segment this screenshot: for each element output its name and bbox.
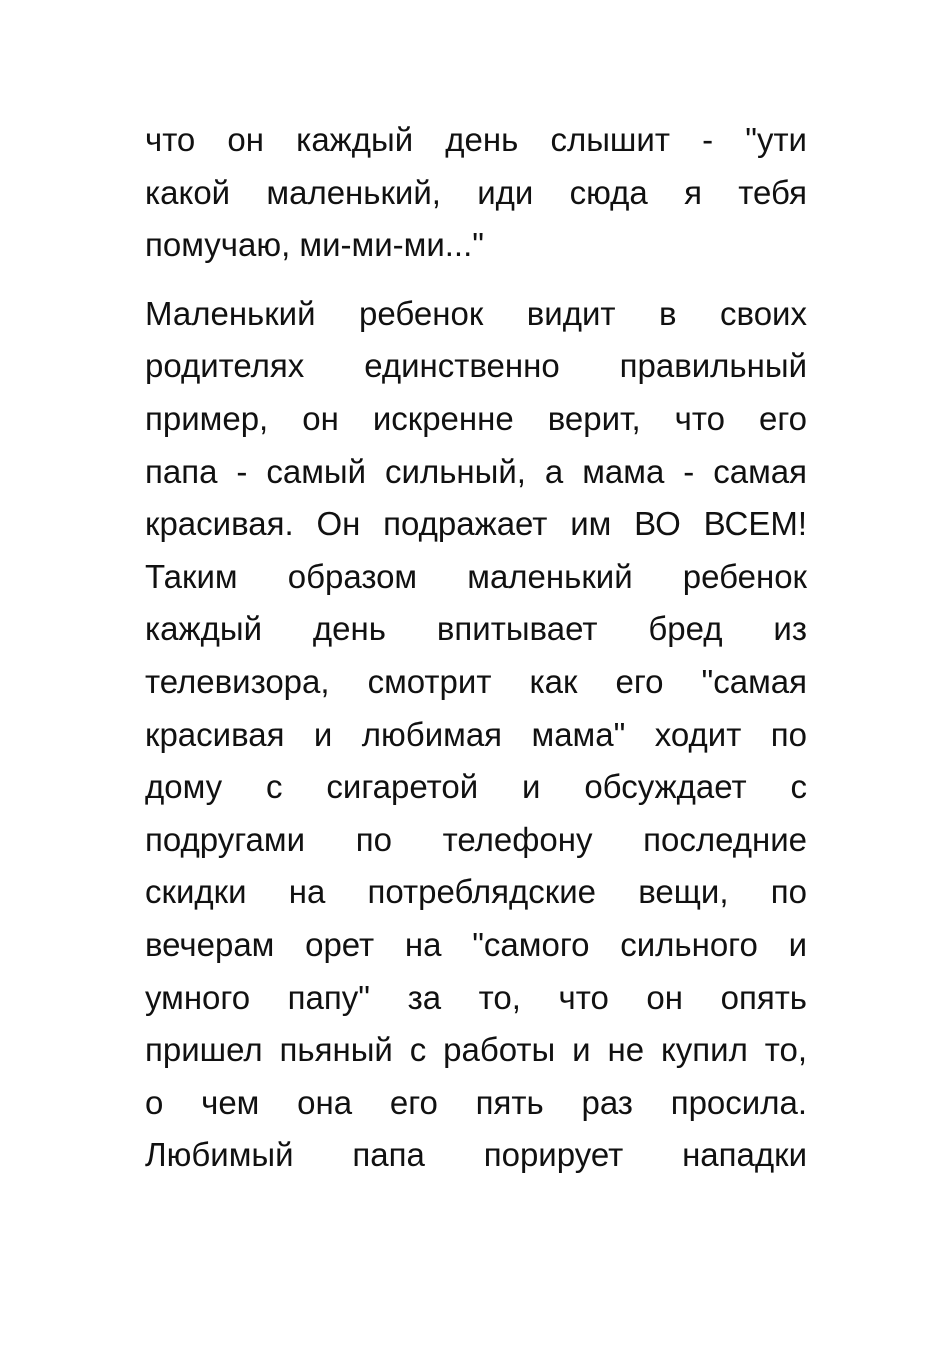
paragraph-line: пришел пьяный с работы и не купил то, xyxy=(145,1031,807,1069)
paragraph-2 xyxy=(145,288,807,1182)
paragraph-line: вечерам орет на "самого сильного и xyxy=(145,925,807,963)
paragraph-line: телевизора, смотрит как его "самая xyxy=(145,662,807,700)
paragraph-line: подругами по телефону последние xyxy=(145,820,807,858)
paragraph-line: помучаю, ми-ми-ми..." xyxy=(145,226,484,264)
paragraph-line: умного папу" за то, что он опять xyxy=(145,978,807,1016)
paragraph-line: каждый день впитывает бред из xyxy=(145,610,807,648)
paragraph-line: Маленький ребенок видит в своих xyxy=(145,294,807,332)
paragraph-line: красивая и любимая мама" ходит по xyxy=(145,715,807,753)
paragraph-line: пример, он искренне верит, что его xyxy=(145,399,807,437)
paragraph-line: Таким образом маленький ребенок xyxy=(145,557,807,595)
paragraph-line: какой маленький, иди сюда я тебя xyxy=(145,173,807,211)
paragraph-line: о чем она его пять раз просила. xyxy=(145,1083,807,1121)
paragraph-line: родителях единственно правильный xyxy=(145,347,807,385)
paragraph-1 xyxy=(145,114,807,272)
paragraph-line: красивая. Он подражает им ВО ВСЕМ! xyxy=(145,505,807,543)
paragraph-line: что он каждый день слышит - "ути xyxy=(145,121,807,158)
paragraph-line: папа - самый сильный, а мама - самая xyxy=(145,452,807,490)
paragraph-line: Любимый папа порирует нападки xyxy=(145,1136,807,1174)
paragraph-line: скидки на потреблядские вещи, по xyxy=(145,873,807,911)
text-body xyxy=(145,114,807,1182)
paragraph-line: дому с сигаретой и обсуждает с xyxy=(145,768,807,806)
